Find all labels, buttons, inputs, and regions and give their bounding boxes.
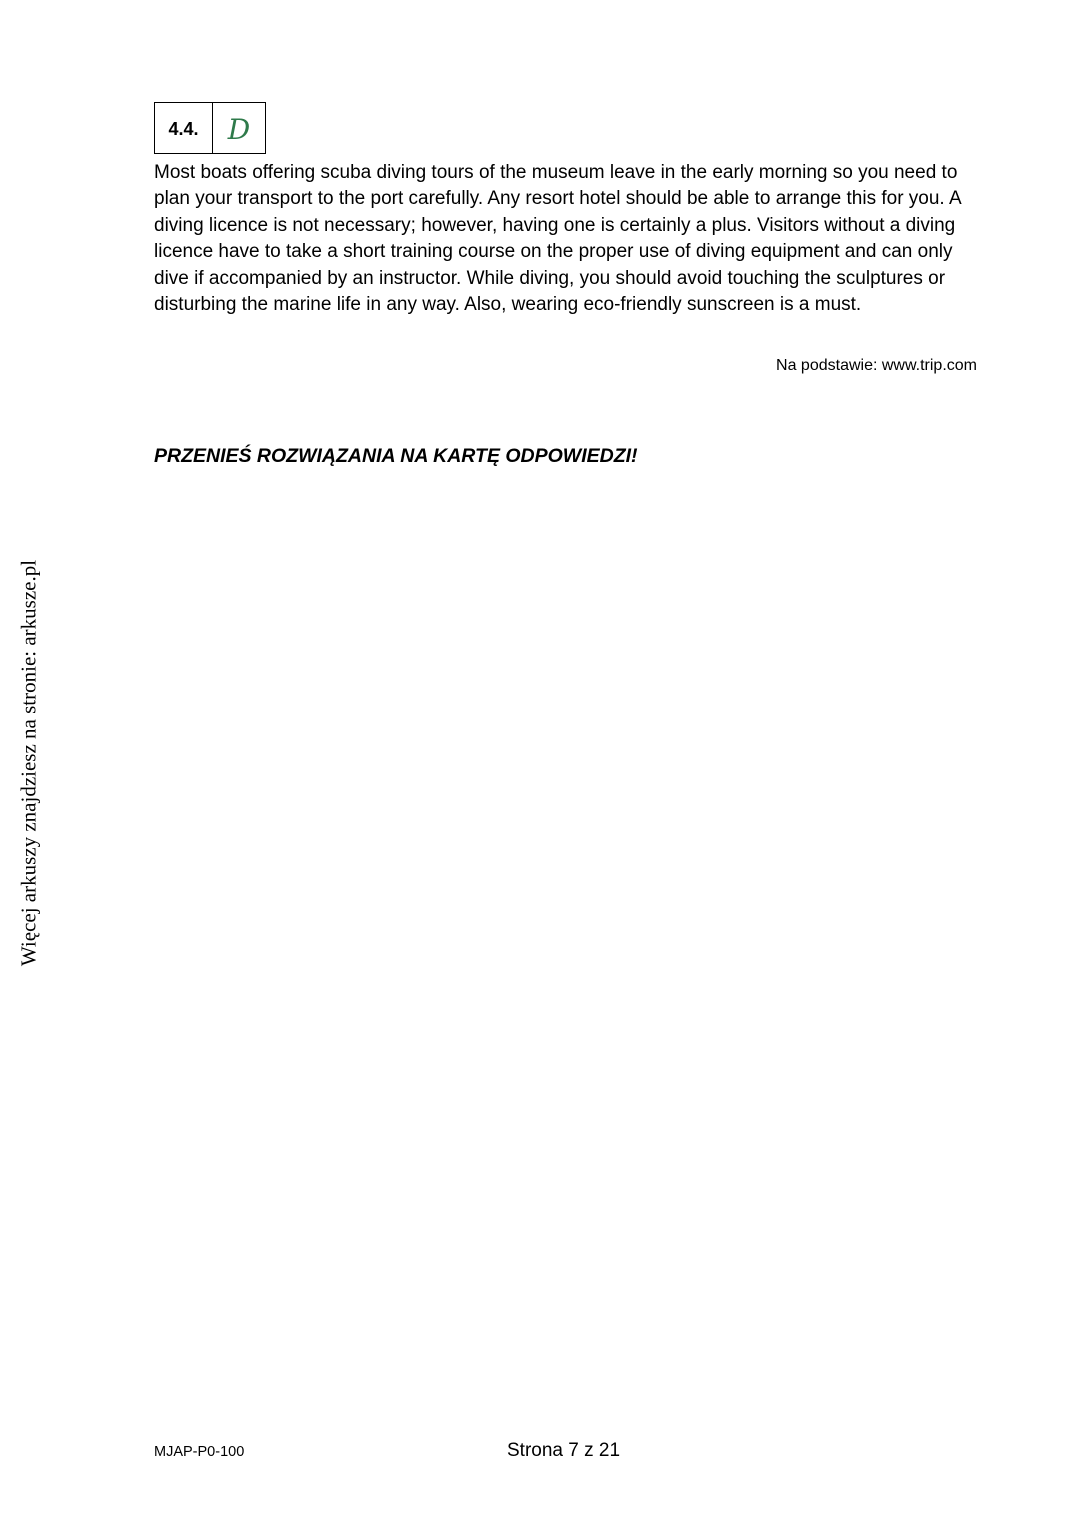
task-number: 4.4. — [155, 103, 213, 153]
reading-passage: Most boats offering scuba diving tours of the museum leave in the early morning so you need to plan your transport to the port carefully. Any resort hotel should be able to arrange this for you. A diving licence is not necessary; however, having one is certainly a plus. Visitors without a diving licence have to take a short training course on the proper use of diving equipment and can only dive if accompanied by an instructor. While diving, you should avoid touching the sculptures or disturbing the marine life in any way. Also, wearing eco-friendly sunscreen is a must. — [154, 162, 961, 316]
handwritten-answer[interactable]: D — [227, 112, 251, 146]
exam-code: MJAP-P0-100 — [154, 1444, 245, 1460]
side-watermark-text: Więcej arkuszy znajdziesz na stronie: arkusze.pl — [16, 559, 41, 967]
page-number: Strona 7 z 21 — [507, 1440, 621, 1461]
answer-box — [154, 102, 266, 154]
source-citation: Na podstawie: www.trip.com — [776, 357, 977, 374]
transfer-instruction: PRZENIEŚ ROZWIĄZANIA NA KARTĘ ODPOWIEDZI! — [154, 445, 638, 467]
